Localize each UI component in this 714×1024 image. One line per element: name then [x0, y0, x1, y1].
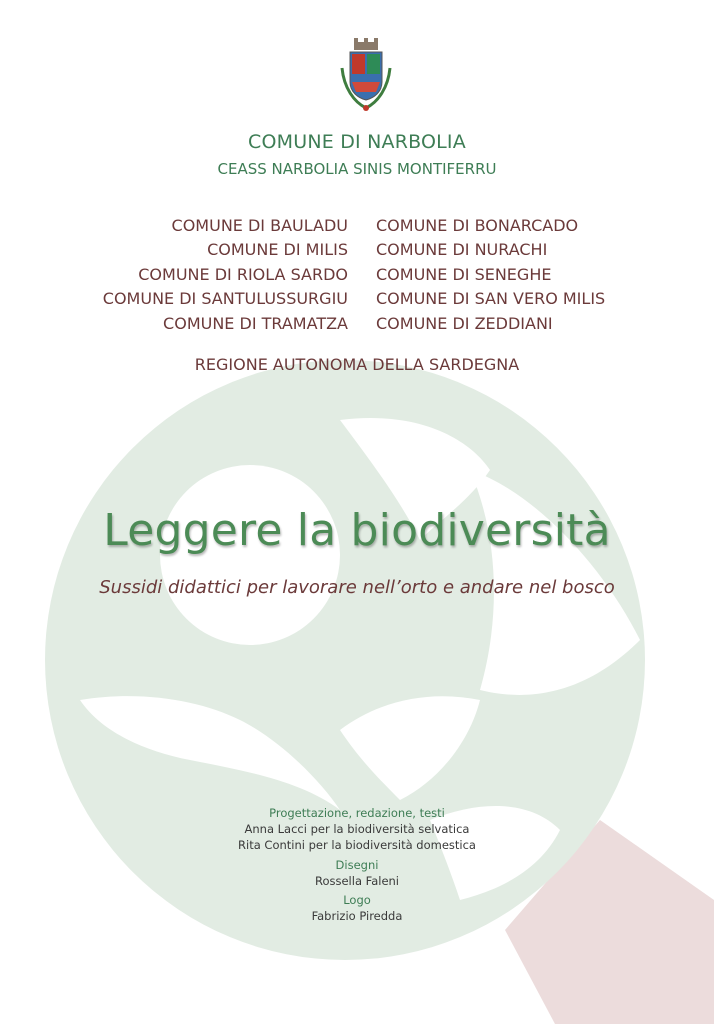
comune-item: COMUNE DI MILIS — [207, 240, 348, 260]
comune-item: COMUNE DI BONARCADO — [376, 216, 579, 235]
comuni-left-column — [103, 214, 348, 336]
comune-item: COMUNE DI BAULADU — [171, 216, 348, 235]
comune-item: COMUNE DI NURACHI — [376, 240, 548, 260]
regione-label: REGIONE AUTONOMA DELLA SARDEGNA — [194, 355, 520, 374]
credit-role: Disegni — [335, 857, 379, 872]
credit-role: Logo — [343, 893, 371, 908]
comune-item: COMUNE DI SANTULUSSURGIU — [102, 289, 348, 309]
ceass-subtitle: CEASS NARBOLIA SINIS MONTIFERRU — [217, 160, 497, 178]
comuni-list — [0, 214, 714, 344]
credit-person: Rossella Faleni — [314, 873, 400, 888]
municipality-title: COMUNE DI NARBOLIA — [248, 131, 466, 153]
comune-item: COMUNE DI TRAMATZA — [163, 313, 348, 333]
document-subtitle: Sussidi didattici per lavorare nell’orto e andare nel bosco — [99, 577, 615, 598]
credit-person: Anna Lacci per la biodiversità selvatica — [244, 822, 470, 837]
credits-block — [0, 805, 714, 924]
comune-item: COMUNE DI ZEDDIANI — [376, 313, 553, 333]
document-title: Leggere la biodiversità — [103, 505, 611, 556]
comuni-right-column — [376, 214, 605, 336]
comune-item: COMUNE DI SENEGHE — [376, 264, 552, 284]
comune-item: COMUNE DI SAN VERO MILIS — [376, 289, 606, 309]
credit-role: Progettazione, redazione, testi — [269, 806, 445, 820]
municipal-crest-icon — [338, 38, 394, 114]
credit-person: Rita Contini per la biodiversità domestica — [238, 838, 476, 853]
comune-item: COMUNE DI RIOLA SARDO — [138, 264, 348, 284]
credit-person: Fabrizio Piredda — [311, 909, 403, 924]
